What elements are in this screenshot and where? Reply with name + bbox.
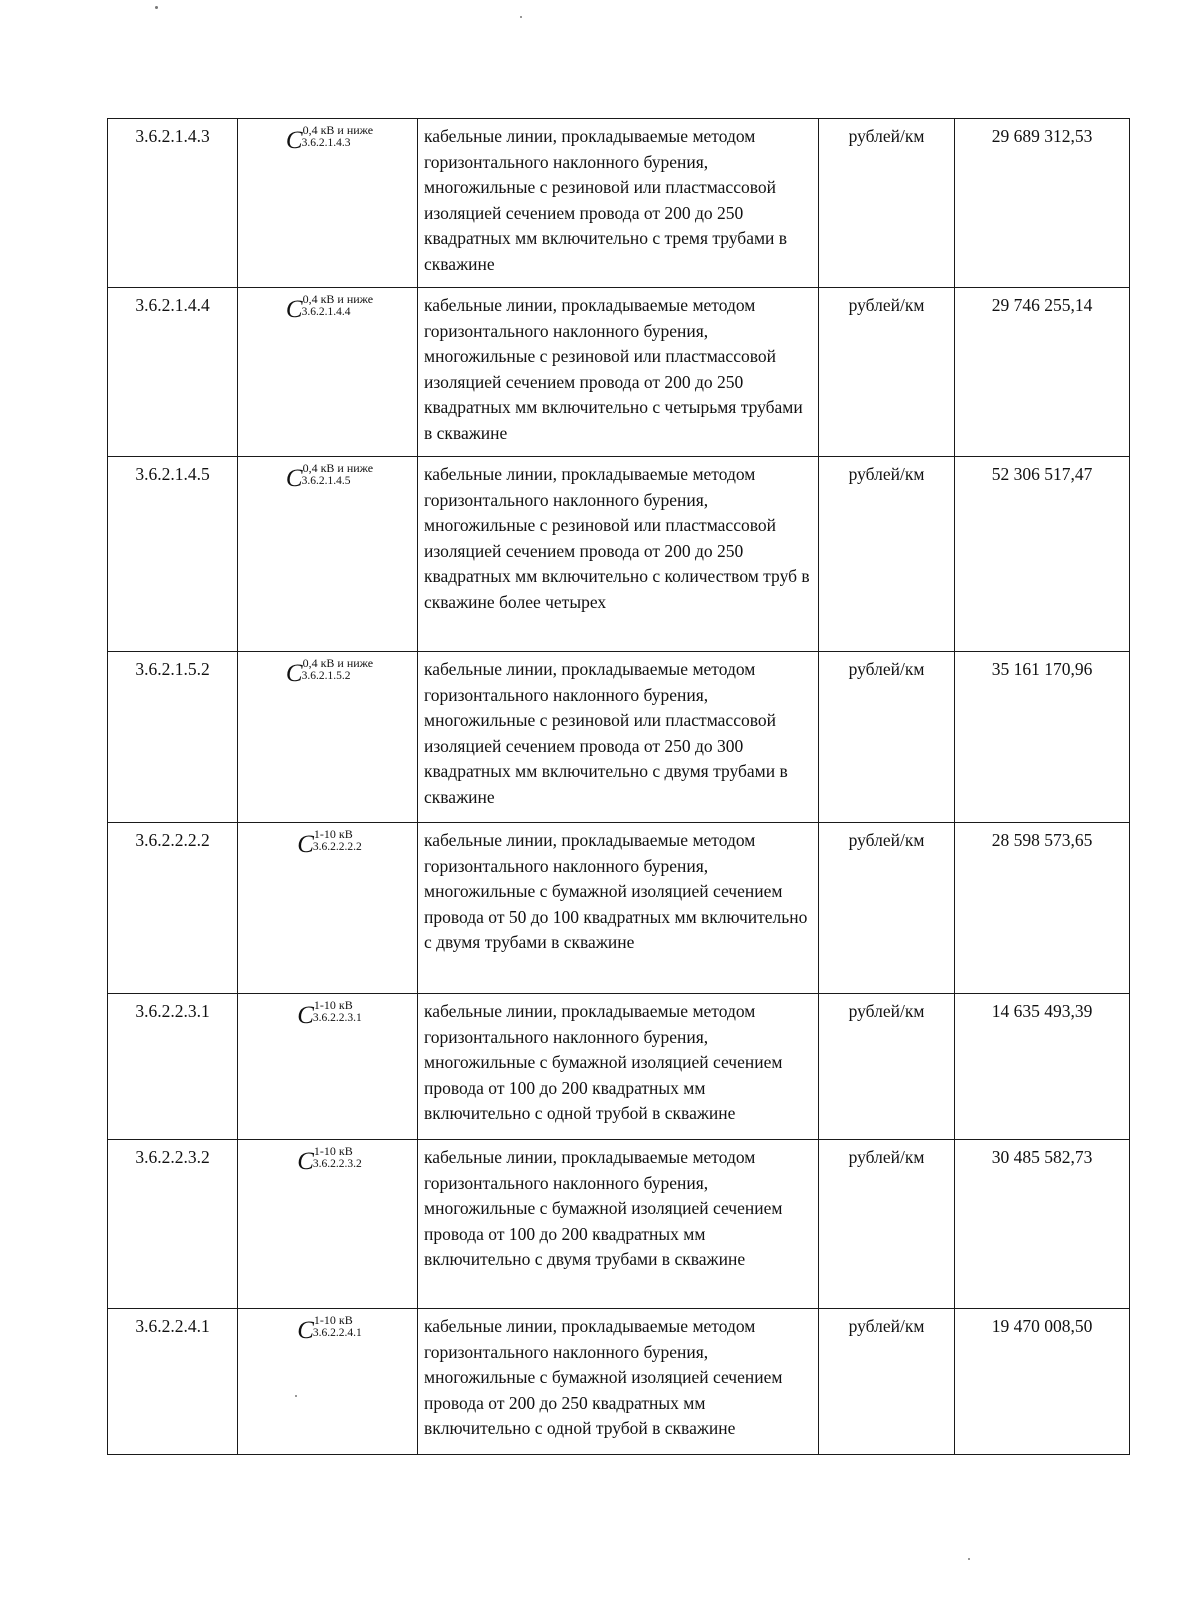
symbol-subscript: 3.6.2.2.3.2 (312, 1158, 362, 1170)
row-symbol (238, 823, 418, 994)
symbol-superscript: 0,4 кВ и ниже (302, 123, 374, 137)
scan-speck (968, 1558, 970, 1560)
row-code: 3.6.2.1.4.3 (108, 119, 238, 288)
symbol-base: C (297, 1317, 314, 1344)
table-row (108, 288, 1130, 457)
table-row (108, 652, 1130, 823)
table-row (108, 1309, 1130, 1455)
table-row (108, 994, 1130, 1140)
symbol-base: C (285, 296, 303, 323)
row-description: кабельные линии, прокладываемые методом горизонтального наклонного бурения, многожильные с резиновой или пластмассовой изоляцией сечением провода от 200 до 250 квадратных мм включительно с тремя трубами в скважине (418, 119, 819, 288)
row-value: 19 470 008,50 (955, 1309, 1130, 1455)
symbol-subscript: 3.6.2.1.5.2 (301, 670, 351, 682)
row-value: 29 746 255,14 (955, 288, 1130, 457)
symbol-base: C (285, 660, 303, 687)
row-description: кабельные линии, прокладываемые методом горизонтального наклонного бурения, многожильные с резиновой или пластмассовой изоляцией сечением провода от 250 до 300 квадратных мм включительно с двумя трубами в скважине (418, 652, 819, 823)
row-symbol (238, 652, 418, 823)
table-row (108, 1140, 1130, 1309)
row-code: 3.6.2.2.4.1 (108, 1309, 238, 1455)
row-value: 14 635 493,39 (955, 994, 1130, 1140)
row-symbol (238, 1140, 418, 1309)
rate-symbol (282, 293, 373, 327)
symbol-superscript: 1-10 кВ (313, 1144, 353, 1158)
symbol-subscript: 3.6.2.2.4.1 (312, 1327, 362, 1339)
row-description: кабельные линии, прокладываемые методом горизонтального наклонного бурения, многожильные с резиновой или пластмассовой изоляцией сечением провода от 200 до 250 квадратных мм включительно с четырьмя трубами в скважине (418, 288, 819, 457)
row-symbol (238, 1309, 418, 1455)
symbol-base: C (297, 1002, 314, 1029)
rate-symbol (293, 828, 362, 862)
rate-symbol (282, 657, 373, 691)
symbol-superscript: 1-10 кВ (313, 998, 353, 1012)
row-symbol (238, 288, 418, 457)
symbol-subscript: 3.6.2.1.4.4 (301, 306, 351, 318)
row-description: кабельные линии, прокладываемые методом горизонтального наклонного бурения, многожильные с бумажной изоляцией сечением провода от 100 до 200 квадратных мм включительно с двумя трубами в скважине (418, 1140, 819, 1309)
row-unit: рублей/км (819, 823, 955, 994)
scan-speck (520, 16, 522, 18)
row-value: 52 306 517,47 (955, 457, 1130, 652)
row-unit: рублей/км (819, 994, 955, 1140)
symbol-superscript: 0,4 кВ и ниже (302, 656, 374, 670)
symbol-superscript: 1-10 кВ (313, 1313, 353, 1327)
rate-symbol (293, 999, 362, 1033)
scan-speck (155, 6, 158, 9)
symbol-superscript: 1-10 кВ (313, 827, 353, 841)
rate-symbol (282, 462, 373, 496)
row-code: 3.6.2.2.3.1 (108, 994, 238, 1140)
row-value: 29 689 312,53 (955, 119, 1130, 288)
rate-symbol (293, 1145, 362, 1179)
row-value: 35 161 170,96 (955, 652, 1130, 823)
row-unit: рублей/км (819, 1309, 955, 1455)
row-unit: рублей/км (819, 288, 955, 457)
row-symbol (238, 119, 418, 288)
symbol-superscript: 0,4 кВ и ниже (302, 292, 374, 306)
symbol-base: C (285, 127, 303, 154)
row-description: кабельные линии, прокладываемые методом горизонтального наклонного бурения, многожильные с бумажной изоляцией сечением провода от 200 до 250 квадратных мм включительно с одной трубой в скважине (418, 1309, 819, 1455)
row-symbol (238, 994, 418, 1140)
row-code: 3.6.2.2.3.2 (108, 1140, 238, 1309)
tariff-table (107, 118, 1130, 1455)
symbol-superscript: 0,4 кВ и ниже (302, 461, 374, 475)
symbol-subscript: 3.6.2.1.4.3 (301, 137, 351, 149)
rate-symbol (282, 124, 373, 158)
row-value: 30 485 582,73 (955, 1140, 1130, 1309)
row-description: кабельные линии, прокладываемые методом горизонтального наклонного бурения, многожильные с бумажной изоляцией сечением провода от 50 до 100 квадратных мм включительно с двумя трубами в скважине (418, 823, 819, 994)
row-unit: рублей/км (819, 652, 955, 823)
table-row (108, 823, 1130, 994)
symbol-base: C (285, 465, 303, 492)
row-code: 3.6.2.2.2.2 (108, 823, 238, 994)
row-code: 3.6.2.1.4.5 (108, 457, 238, 652)
row-value: 28 598 573,65 (955, 823, 1130, 994)
symbol-subscript: 3.6.2.2.3.1 (312, 1012, 362, 1024)
rate-symbol (293, 1314, 362, 1348)
table-row (108, 457, 1130, 652)
symbol-base: C (297, 831, 314, 858)
row-code: 3.6.2.1.5.2 (108, 652, 238, 823)
row-code: 3.6.2.1.4.4 (108, 288, 238, 457)
symbol-subscript: 3.6.2.1.4.5 (301, 475, 351, 487)
row-unit: рублей/км (819, 119, 955, 288)
row-unit: рублей/км (819, 1140, 955, 1309)
row-description: кабельные линии, прокладываемые методом горизонтального наклонного бурения, многожильные с бумажной изоляцией сечением провода от 100 до 200 квадратных мм включительно с одной трубой в скважине (418, 994, 819, 1140)
symbol-subscript: 3.6.2.2.2.2 (312, 841, 362, 853)
symbol-base: C (297, 1148, 314, 1175)
row-symbol (238, 457, 418, 652)
table-row (108, 119, 1130, 288)
row-description: кабельные линии, прокладываемые методом горизонтального наклонного бурения, многожильные с резиновой или пластмассовой изоляцией сечением провода от 200 до 250 квадратных мм включительно с количеством труб в скважине более четырех (418, 457, 819, 652)
row-unit: рублей/км (819, 457, 955, 652)
